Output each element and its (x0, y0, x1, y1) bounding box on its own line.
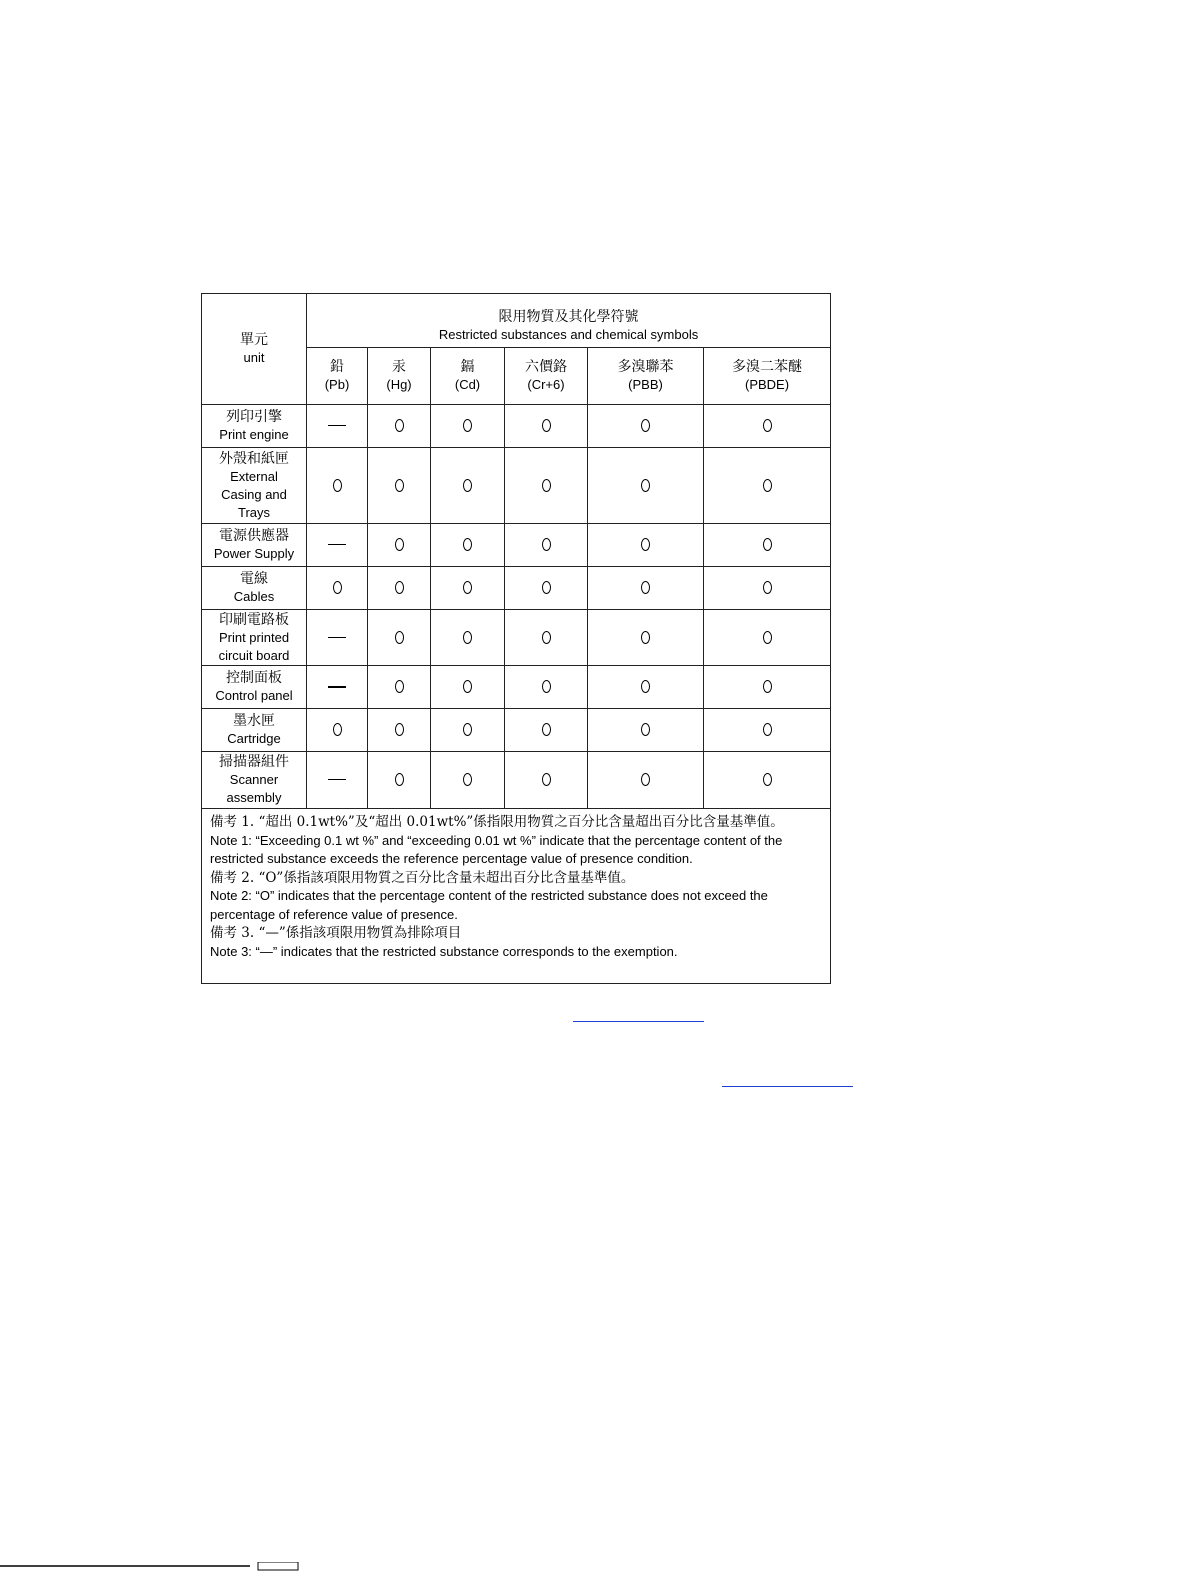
substance-mark-cell (368, 709, 431, 752)
substance-mark-cell (368, 405, 431, 448)
circle-mark-icon (542, 723, 551, 736)
substance-mark-cell (704, 524, 831, 567)
substance-name-zh: 多溴二苯醚 (732, 359, 803, 375)
unit-name-zh: 電線 (240, 571, 268, 587)
substances-title-cell (307, 294, 831, 348)
substance-mark-cell (431, 405, 505, 448)
substance-symbol: (PBDE) (744, 377, 790, 392)
circle-mark-icon (463, 419, 472, 432)
substance-symbol: (Cr+6) (527, 377, 565, 392)
notes-cell (202, 809, 831, 984)
unit-cell (202, 610, 307, 666)
substances-title-zh: 限用物質及其化學符號 (498, 308, 639, 325)
substance-mark-cell (588, 610, 704, 666)
substance-column-header (704, 348, 831, 405)
substance-symbol: (PBB) (628, 377, 663, 392)
table-row (202, 666, 831, 709)
substance-mark-cell (307, 666, 368, 709)
substance-mark-cell (307, 752, 368, 809)
substance-symbol: (Pb) (324, 377, 350, 392)
circle-mark-icon (463, 538, 472, 551)
circle-mark-icon (763, 538, 772, 551)
unit-name-zh: 外殼和紙匣 (219, 450, 289, 467)
circle-mark-icon (763, 479, 772, 492)
circle-mark-icon (542, 538, 551, 551)
circle-mark-icon (463, 723, 472, 736)
unit-name-zh: 列印引擎 (226, 409, 282, 425)
circle-mark-icon (641, 723, 650, 736)
circle-mark-icon (763, 581, 772, 594)
restricted-substances-table (201, 293, 831, 984)
unit-cell (202, 524, 307, 567)
table-row (202, 448, 831, 524)
substance-mark-cell (505, 567, 588, 610)
substance-mark-cell (368, 448, 431, 524)
unit-name-zh: 掃描器組件 (219, 754, 289, 770)
circle-mark-icon (763, 631, 772, 644)
substance-mark-cell (307, 448, 368, 524)
circle-mark-icon (463, 631, 472, 644)
substance-mark-cell (368, 524, 431, 567)
unit-cell (202, 752, 307, 809)
table-row (202, 752, 831, 809)
substance-mark-cell (368, 567, 431, 610)
unit-name-zh: 墨水匣 (233, 713, 275, 729)
circle-mark-icon (641, 773, 650, 786)
substance-mark-cell (588, 666, 704, 709)
circle-mark-icon (395, 479, 404, 492)
unit-name-en: Casing and (221, 486, 287, 502)
substance-mark-cell (505, 448, 588, 524)
circle-mark-icon (763, 419, 772, 432)
circle-mark-icon (463, 479, 472, 492)
unit-cell (202, 666, 307, 709)
circle-mark-icon (763, 680, 772, 693)
substance-mark-cell (505, 666, 588, 709)
unit-cell (202, 448, 307, 524)
unit-name-zh: 控制面板 (226, 670, 282, 686)
unit-cell (202, 567, 307, 610)
substance-mark-cell (704, 405, 831, 448)
unit-name-en: Trays (237, 504, 271, 520)
circle-mark-icon (395, 773, 404, 786)
substance-mark-cell (505, 405, 588, 448)
unit-name-en: Print printed (218, 629, 290, 645)
dash-mark-icon (328, 637, 346, 638)
unit-name-en: Power Supply (213, 546, 295, 561)
unit-header-zh: 單元 (240, 332, 268, 348)
hyperlink-underline[interactable] (722, 1086, 853, 1087)
substance-mark-cell (505, 752, 588, 809)
circle-mark-icon (463, 581, 472, 594)
substance-column-header (588, 348, 704, 405)
circle-mark-icon (395, 581, 404, 594)
circle-mark-icon (333, 479, 342, 492)
substance-mark-cell (307, 709, 368, 752)
substance-column-header (505, 348, 588, 405)
substance-mark-cell (368, 666, 431, 709)
substance-mark-cell (588, 524, 704, 567)
circle-mark-icon (542, 581, 551, 594)
substance-mark-cell (431, 610, 505, 666)
substance-column-header (307, 348, 368, 405)
unit-header-cell (202, 294, 307, 405)
substance-mark-cell (431, 666, 505, 709)
substance-mark-cell (505, 709, 588, 752)
table-row (202, 709, 831, 752)
substance-mark-cell (307, 567, 368, 610)
note-line: percentage of reference value of presence. (210, 906, 458, 922)
substance-mark-cell (307, 405, 368, 448)
unit-name-zh: 電源供應器 (219, 528, 289, 544)
substance-mark-cell (588, 752, 704, 809)
table-row (202, 405, 831, 448)
substance-mark-cell (368, 610, 431, 666)
circle-mark-icon (395, 631, 404, 644)
note-line: 備考 1. “超出 0.1wt%”及“超出 0.01wt%”係指限用物質之百分比含量超出百分比含量基準值。 (210, 814, 784, 830)
note-line: Note 3: “—” indicates that the restricted substance corresponds to the exemption. (210, 943, 678, 959)
note-line: Note 1: “Exceeding 0.1 wt %” and “exceeding 0.01 wt %” indicate that the percentage content of the (210, 832, 783, 848)
substance-mark-cell (588, 448, 704, 524)
unit-header-en: unit (243, 350, 265, 365)
circle-mark-icon (542, 631, 551, 644)
hyperlink-underline[interactable] (573, 1021, 704, 1022)
footer-fragment (0, 1562, 300, 1572)
substance-mark-cell (588, 709, 704, 752)
circle-mark-icon (395, 723, 404, 736)
table-row (202, 524, 831, 567)
note-line: restricted substance exceeds the reference percentage value of presence condition. (210, 851, 693, 866)
notes-row (202, 809, 831, 984)
substance-mark-cell (368, 752, 431, 809)
circle-mark-icon (542, 680, 551, 693)
substance-column-header (368, 348, 431, 405)
substance-mark-cell (431, 709, 505, 752)
table-row (202, 567, 831, 610)
substance-mark-cell (431, 752, 505, 809)
circle-mark-icon (463, 680, 472, 693)
circle-mark-icon (641, 581, 650, 594)
circle-mark-icon (333, 723, 342, 736)
unit-name-en: circuit board (218, 647, 290, 663)
substance-mark-cell (431, 524, 505, 567)
circle-mark-icon (641, 419, 650, 432)
substance-name-zh: 六價鉻 (525, 359, 567, 375)
substance-mark-cell (505, 610, 588, 666)
circle-mark-icon (763, 773, 772, 786)
unit-name-en: Print engine (219, 427, 289, 442)
substance-mark-cell (704, 610, 831, 666)
circle-mark-icon (542, 479, 551, 492)
circle-mark-icon (641, 538, 650, 551)
substance-name-zh: 汞 (392, 359, 406, 375)
substance-mark-cell (704, 567, 831, 610)
substance-symbol: (Hg) (386, 377, 412, 392)
dash-mark-icon (328, 779, 346, 780)
dash-mark-icon (328, 544, 346, 545)
substance-name-zh: 鉛 (330, 359, 344, 375)
substance-mark-cell (307, 610, 368, 666)
substance-mark-cell (704, 709, 831, 752)
unit-name-en: Control panel (215, 688, 293, 703)
substance-name-zh: 鎘 (460, 359, 475, 375)
substances-title-en: Restricted substances and chemical symbols (438, 326, 699, 342)
unit-cell (202, 405, 307, 448)
unit-cell (202, 709, 307, 752)
circle-mark-icon (333, 581, 342, 594)
unit-name-en: External (230, 468, 278, 484)
circle-mark-icon (395, 680, 404, 693)
substance-mark-cell (505, 524, 588, 567)
substance-symbol: (Cd) (454, 377, 481, 392)
table-row (202, 610, 831, 666)
unit-name-en: Scanner (229, 772, 279, 787)
circle-mark-icon (641, 680, 650, 693)
substance-mark-cell (431, 448, 505, 524)
substance-mark-cell (588, 567, 704, 610)
substance-name-zh: 多溴聯苯 (617, 359, 674, 375)
dash-mark-icon (328, 686, 346, 688)
circle-mark-icon (463, 773, 472, 786)
circle-mark-icon (641, 479, 650, 492)
substance-mark-cell (431, 567, 505, 610)
substance-mark-cell (307, 524, 368, 567)
unit-name-en: assembly (226, 790, 282, 805)
substance-mark-cell (588, 405, 704, 448)
note-line: 備考 2. “O”係指該項限用物質之百分比含量未超出百分比含量基準值。 (210, 869, 635, 886)
note-line: 備考 3. “—”係指該項限用物質為排除項目 (210, 925, 462, 941)
unit-name-en: Cartridge (227, 731, 281, 746)
circle-mark-icon (542, 419, 551, 432)
circle-mark-icon (763, 723, 772, 736)
substance-mark-cell (704, 752, 831, 809)
substance-mark-cell (704, 448, 831, 524)
dash-mark-icon (328, 425, 346, 426)
unit-name-zh: 印刷電路板 (219, 611, 289, 628)
unit-name-en: Cables (233, 589, 275, 604)
circle-mark-icon (542, 773, 551, 786)
substance-mark-cell (704, 666, 831, 709)
circle-mark-icon (395, 419, 404, 432)
substance-column-header (431, 348, 505, 405)
circle-mark-icon (395, 538, 404, 551)
circle-mark-icon (641, 631, 650, 644)
note-line: Note 2: “O” indicates that the percentage content of the restricted substance does not exceed the (210, 888, 768, 903)
